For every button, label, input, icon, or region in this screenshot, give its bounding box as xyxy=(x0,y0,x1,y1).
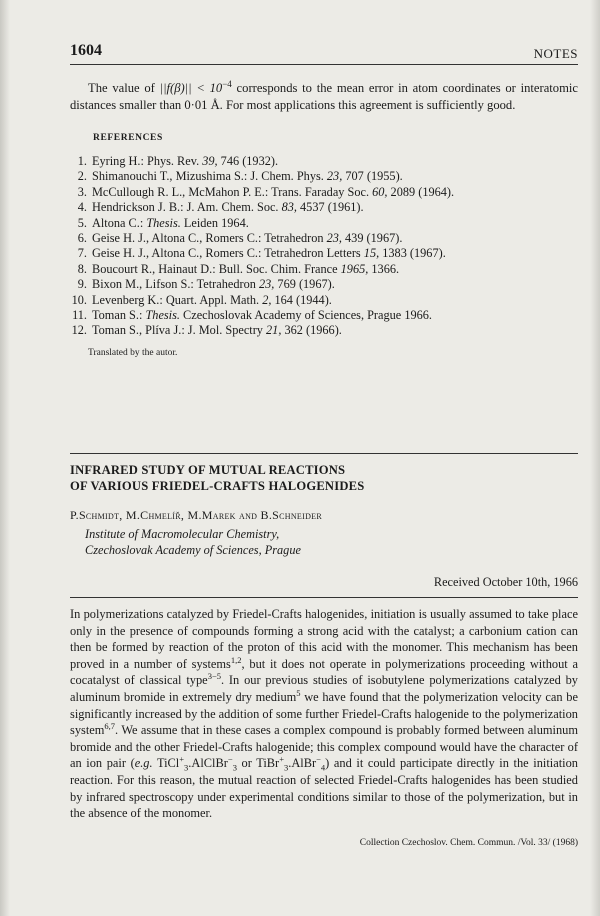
formula-charge: − xyxy=(227,754,233,765)
reference-item xyxy=(70,277,454,292)
formula-subscript: 3 xyxy=(232,762,237,773)
reference-number: 8. xyxy=(77,261,87,276)
reference-text: Boucourt R., Hainaut D.: Bull. Soc. Chim. France xyxy=(92,261,341,276)
reference-text: Levenberg K.: Quart. Appl. Math. xyxy=(92,292,263,307)
intro-paragraph xyxy=(70,76,578,114)
reference-number: 12. xyxy=(71,323,87,338)
formula-charge: + xyxy=(279,754,284,765)
formula-charge: + xyxy=(179,754,185,765)
reference-volume: Thesis. xyxy=(146,215,181,230)
citation-superscript: 5 xyxy=(296,687,301,698)
section-divider xyxy=(70,453,578,454)
abstract-eg: e.g. xyxy=(134,756,153,771)
abstract-text: ) and it could participate directly in the initiation reaction. For this reason, the mutual reaction of selected Friedel-Crafts halogenides has been studied by infrared spectroscopy under experimental conditions similar to those of the polymerization, but in the absence of the monomer. xyxy=(70,756,578,821)
reference-volume: 60, xyxy=(372,184,388,199)
reference-item xyxy=(70,246,454,261)
reference-text: 1366. xyxy=(368,261,400,276)
reference-volume: 21, xyxy=(266,323,282,338)
reference-text: 4537 (1961). xyxy=(296,200,364,215)
reference-text: Bixon M., Lifson S.: Tetrahedron xyxy=(92,277,259,292)
reference-number: 6. xyxy=(77,231,87,246)
reference-volume: 1965, xyxy=(340,261,369,276)
reference-number: 9. xyxy=(77,277,87,292)
reference-text: 362 (1966). xyxy=(281,323,342,338)
abstract-text: , but it does not operate in polymerizations proceeding without a cocatalyst of classical type xyxy=(70,656,579,688)
reference-text: Hendrickson J. B.: J. Am. Chem. Soc. xyxy=(92,200,282,215)
formula-text: TiCl xyxy=(152,756,180,771)
reference-volume: 2, xyxy=(262,292,272,307)
reference-item xyxy=(70,262,454,277)
reference-item xyxy=(70,231,454,246)
reference-text: 746 (1932). xyxy=(217,154,279,168)
reference-number: 5. xyxy=(77,215,87,230)
reference-text: 164 (1944). xyxy=(271,292,332,307)
reference-item xyxy=(70,185,454,200)
abstract-text: . We assume that in these cases a complex compound is probably formed between aluminum bromide and the other Friedel-Crafts halogenide; this complex compound would have the character of an ion pair ( xyxy=(70,723,578,771)
translation-note: Translated by the autor. xyxy=(88,348,178,358)
reference-text: Toman S., Plíva J.: J. Mol. Spectry xyxy=(92,323,267,338)
page-number: 1604 xyxy=(70,42,102,59)
formula-subscript: 3 xyxy=(184,762,189,773)
abstract-text: In polymerizations catalyzed by Friedel-Crafts halogenides, initiation is usually assumed to take place only in the presence of compounds forming a strong acid with the catalyst; a carbonium cation can then be formed by reaction of the proton of this acid with the monomer. This mechanism has been proved in a number of systems xyxy=(70,607,578,671)
affiliation xyxy=(85,526,301,558)
page-shadow-left xyxy=(0,0,10,916)
header-rule xyxy=(70,64,578,65)
reference-number: 2. xyxy=(77,169,87,184)
reference-item xyxy=(70,216,454,231)
formula-charge: − xyxy=(316,754,321,765)
reference-text: 769 (1967). xyxy=(274,277,335,292)
reference-text: 707 (1955). xyxy=(342,169,403,184)
reference-item xyxy=(70,308,454,323)
intro-tail: corresponds to the mean error in atom coordinates or interatomic distances smaller than 0·01 Å. For most applications this agreement is sufficiently good. xyxy=(70,81,578,113)
citation-superscript: 6,7 xyxy=(104,721,116,732)
reference-number: 7. xyxy=(77,246,87,261)
reference-volume: Thesis. xyxy=(145,308,180,323)
intro-lead: The value of xyxy=(88,81,160,96)
reference-text: Geise H. J., Altona C., Romers C.: Tetrahedron xyxy=(92,231,327,246)
abstract-text: we have found that the polymerization velocity can be significantly increased by the addition of some further Friedel-Crafts halogenide to the polymerization system xyxy=(70,689,578,738)
affiliation-line-2: Czechoslovak Academy of Sciences, Prague xyxy=(85,543,301,557)
reference-volume: 23, xyxy=(326,169,343,184)
running-header xyxy=(70,40,578,64)
reference-text: Leiden 1964. xyxy=(180,215,249,230)
reference-number: 1. xyxy=(77,154,87,168)
reference-number: 11. xyxy=(72,308,87,323)
reference-item xyxy=(70,293,454,308)
reference-item xyxy=(70,154,454,169)
formula-subscript: 4 xyxy=(320,762,326,773)
references-heading: REFERENCES xyxy=(93,133,163,143)
reference-item xyxy=(70,323,454,338)
reference-item xyxy=(70,169,454,184)
formula-text: .AlBr xyxy=(288,756,317,771)
reference-item xyxy=(70,200,454,215)
article-title-line-2: OF VARIOUS FRIEDEL-CRAFTS HALOGENIDES xyxy=(70,479,365,493)
reference-number: 10. xyxy=(71,292,87,307)
abstract-paragraph xyxy=(70,606,578,822)
article-title xyxy=(70,462,364,494)
reference-text: Czechoslovak Academy of Sciences, Prague 1966. xyxy=(179,308,432,323)
reference-number: 3. xyxy=(77,184,87,199)
reference-volume: 83, xyxy=(281,200,297,215)
citation-superscript: 1,2 xyxy=(230,654,242,665)
reference-volume: 23, xyxy=(326,231,342,246)
affiliation-line-1: Institute of Macromolecular Chemistry, xyxy=(85,527,280,541)
intro-exponent: −4 xyxy=(222,79,232,89)
formula-text: or TiBr xyxy=(236,756,280,771)
reference-volume: 23, xyxy=(258,277,275,292)
reference-text: 439 (1967). xyxy=(341,231,403,246)
section-label: NOTES xyxy=(533,46,578,61)
reference-text: McCullough R. L., McMahon P. E.: Trans. Faraday Soc. xyxy=(92,184,373,199)
formula-text: .AlClBr xyxy=(188,756,228,771)
abstract-rule xyxy=(70,597,578,598)
reference-volume: 39, xyxy=(202,154,218,168)
reference-text: 2089 (1964). xyxy=(387,184,455,199)
abstract-text: . In our previous studies of isobutylene polymerizations catalyzed by aluminum bromide in extremely dry medium xyxy=(70,673,578,704)
intro-formula: ||f(β)|| < 10 xyxy=(159,81,223,96)
reference-volume: 15, xyxy=(363,246,380,261)
authors-line: P.Schmidt, M.Chmelíř, M.Marek and B.Schneider xyxy=(70,508,322,522)
reference-text: Shimanouchi T., Mizushima S.: J. Chem. Phys. xyxy=(92,169,327,184)
page-shadow-right xyxy=(590,0,600,916)
reference-number: 4. xyxy=(77,200,87,215)
reference-text: Altona C.: xyxy=(92,215,147,230)
reference-text: 1383 (1967). xyxy=(379,246,446,261)
reference-text: Eyring H.: Phys. Rev. xyxy=(92,154,203,168)
reference-text: Toman S.: xyxy=(92,308,146,323)
reference-text: Geise H. J., Altona C., Romers C.: Tetrahedron Letters xyxy=(92,246,364,261)
journal-citation-footer: Collection Czechoslov. Chem. Commun. /Vol. 33/ (1968) xyxy=(359,838,578,848)
references-list xyxy=(70,154,454,339)
received-date: Received October 10th, 1966 xyxy=(433,575,578,589)
article-title-line-1: INFRARED STUDY OF MUTUAL REACTIONS xyxy=(70,463,346,477)
citation-superscript: 3−5 xyxy=(207,671,221,682)
formula-subscript: 3 xyxy=(283,762,289,773)
